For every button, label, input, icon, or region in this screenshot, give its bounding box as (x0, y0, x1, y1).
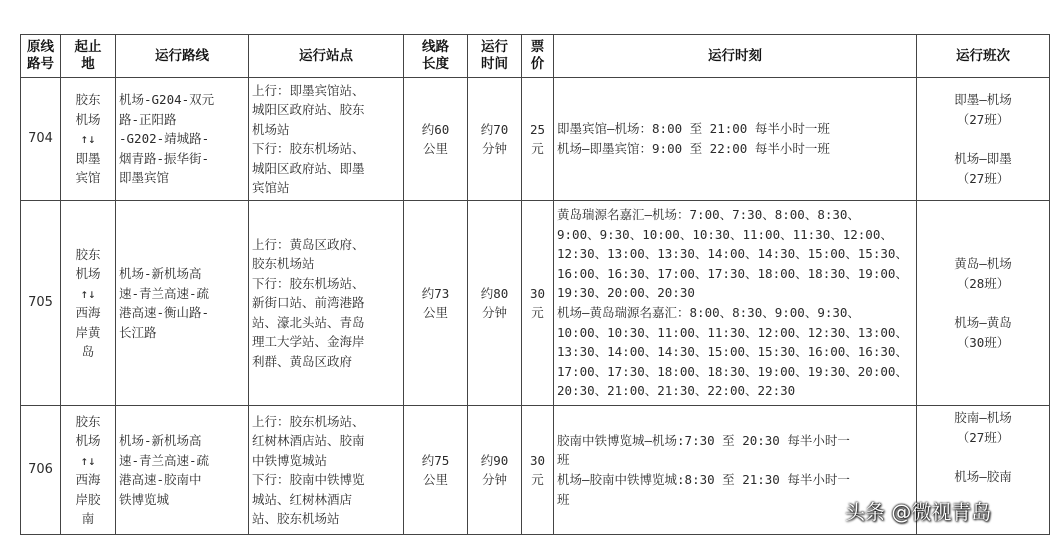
trips-outbound: 黄岛—机场 （28班） (954, 256, 1012, 291)
header-length: 线路 长度 (404, 35, 468, 78)
line-cell: 机场-G204-双元 路-正阳路 -G202-靖城路- 烟青路-振华街- 即墨宾馆 (116, 78, 249, 201)
length-cell: 约73 公里 (404, 201, 468, 406)
header-schedule: 运行时刻 (554, 35, 917, 78)
route-no-cell: 705 (21, 201, 61, 406)
header-row (21, 35, 1050, 78)
route-no-cell: 704 (21, 78, 61, 201)
header-trips: 运行班次 (917, 35, 1050, 78)
fare-cell: 30 元 (522, 201, 554, 406)
fare-cell: 25 元 (522, 78, 554, 201)
table-row (21, 201, 1050, 406)
schedule-cell: 胶南中铁博览城—机场:7:30 至 20:30 每半小时一 班 机场—胶南中铁博览城:8:30 至 21:30 每半小时一 班 (554, 406, 917, 535)
trips-outbound: 即墨—机场 （27班） (954, 92, 1012, 127)
line-cell: 机场-新机场高 速-青兰高速-疏 港高速-衡山路- 长江路 (116, 201, 249, 406)
origin-cell: 胶东 机场 ↑↓ 西海 岸黄 岛 (61, 201, 116, 406)
length-cell: 约60 公里 (404, 78, 468, 201)
trips-return: 机场—即墨 （27班） (954, 151, 1012, 186)
length-cell: 约75 公里 (404, 406, 468, 535)
schedule-cell: 黄岛瑞源名嘉汇—机场：7:00、7:30、8:00、8:30、 9:00、9:30、10:00、10:30、11:00、11:30、12:00、 12:30、13:00、13:30、14:00、14:30、15:00、15:30、 16:00、16:30、17:00、17:30、18:00、18:30、19:00、 19:30、20:00、20:30 机场—黄岛瑞源名嘉汇：8:00、8:30、9:00、9:30、 10:00、10:30、11:00、11:30、12:00、12:30、13:00、 13:30、14:00、14:30、15:00、15:30、16:00、16:30、 17:00、17:30、18:00、18:30、19:00、19:30、20:00、 20:30、21:00、21:30、22:00、22:30 (554, 201, 917, 406)
trips-return: 机场—胶南 (954, 469, 1012, 484)
route-no-cell: 706 (21, 406, 61, 535)
time-cell: 约70 分钟 (468, 78, 522, 201)
line-cell: 机场-新机场高 速-青兰高速-疏 港高速-胶南中 铁博览城 (116, 406, 249, 535)
schedule-cell: 即墨宾馆—机场：8:00 至 21:00 每半小时一班 机场—即墨宾馆：9:00 至 22:00 每半小时一班 (554, 78, 917, 201)
origin-cell: 胶东 机场 ↑↓ 西海 岸胶 南 (61, 406, 116, 535)
header-fare: 票 价 (522, 35, 554, 78)
time-cell: 约90 分钟 (468, 406, 522, 535)
time-cell: 约80 分钟 (468, 201, 522, 406)
table-row (21, 78, 1050, 201)
trips-return: 机场—黄岛 （30班） (954, 315, 1012, 350)
stops-cell: 上行：胶东机场站、 红树林酒店站、胶南 中铁博览城站 下行：胶南中铁博览 城站、红树林酒店 站、胶东机场站 (249, 406, 404, 535)
header-time: 运行 时间 (468, 35, 522, 78)
stops-cell: 上行：即墨宾馆站、 城阳区政府站、胶东 机场站 下行：胶东机场站、 城阳区政府站、即墨 宾馆站 (249, 78, 404, 201)
trips-cell (917, 201, 1050, 406)
fare-cell: 30 元 (522, 406, 554, 535)
header-line: 运行路线 (116, 35, 249, 78)
origin-cell: 胶东 机场 ↑↓ 即墨 宾馆 (61, 78, 116, 201)
header-route-no: 原线 路号 (21, 35, 61, 78)
header-stops: 运行站点 (249, 35, 404, 78)
watermark: 头条 @微视青岛 (845, 500, 992, 524)
bus-route-table (20, 34, 1050, 535)
trips-outbound: 胶南—机场 （27班） (954, 410, 1012, 445)
header-origin: 起止 地 (61, 35, 116, 78)
stops-cell: 上行：黄岛区政府、 胶东机场站 下行：胶东机场站、 新街口站、前湾港路 站、濠北头站、青岛 理工大学站、金海岸 利群、黄岛区政府 (249, 201, 404, 406)
trips-cell (917, 78, 1050, 201)
